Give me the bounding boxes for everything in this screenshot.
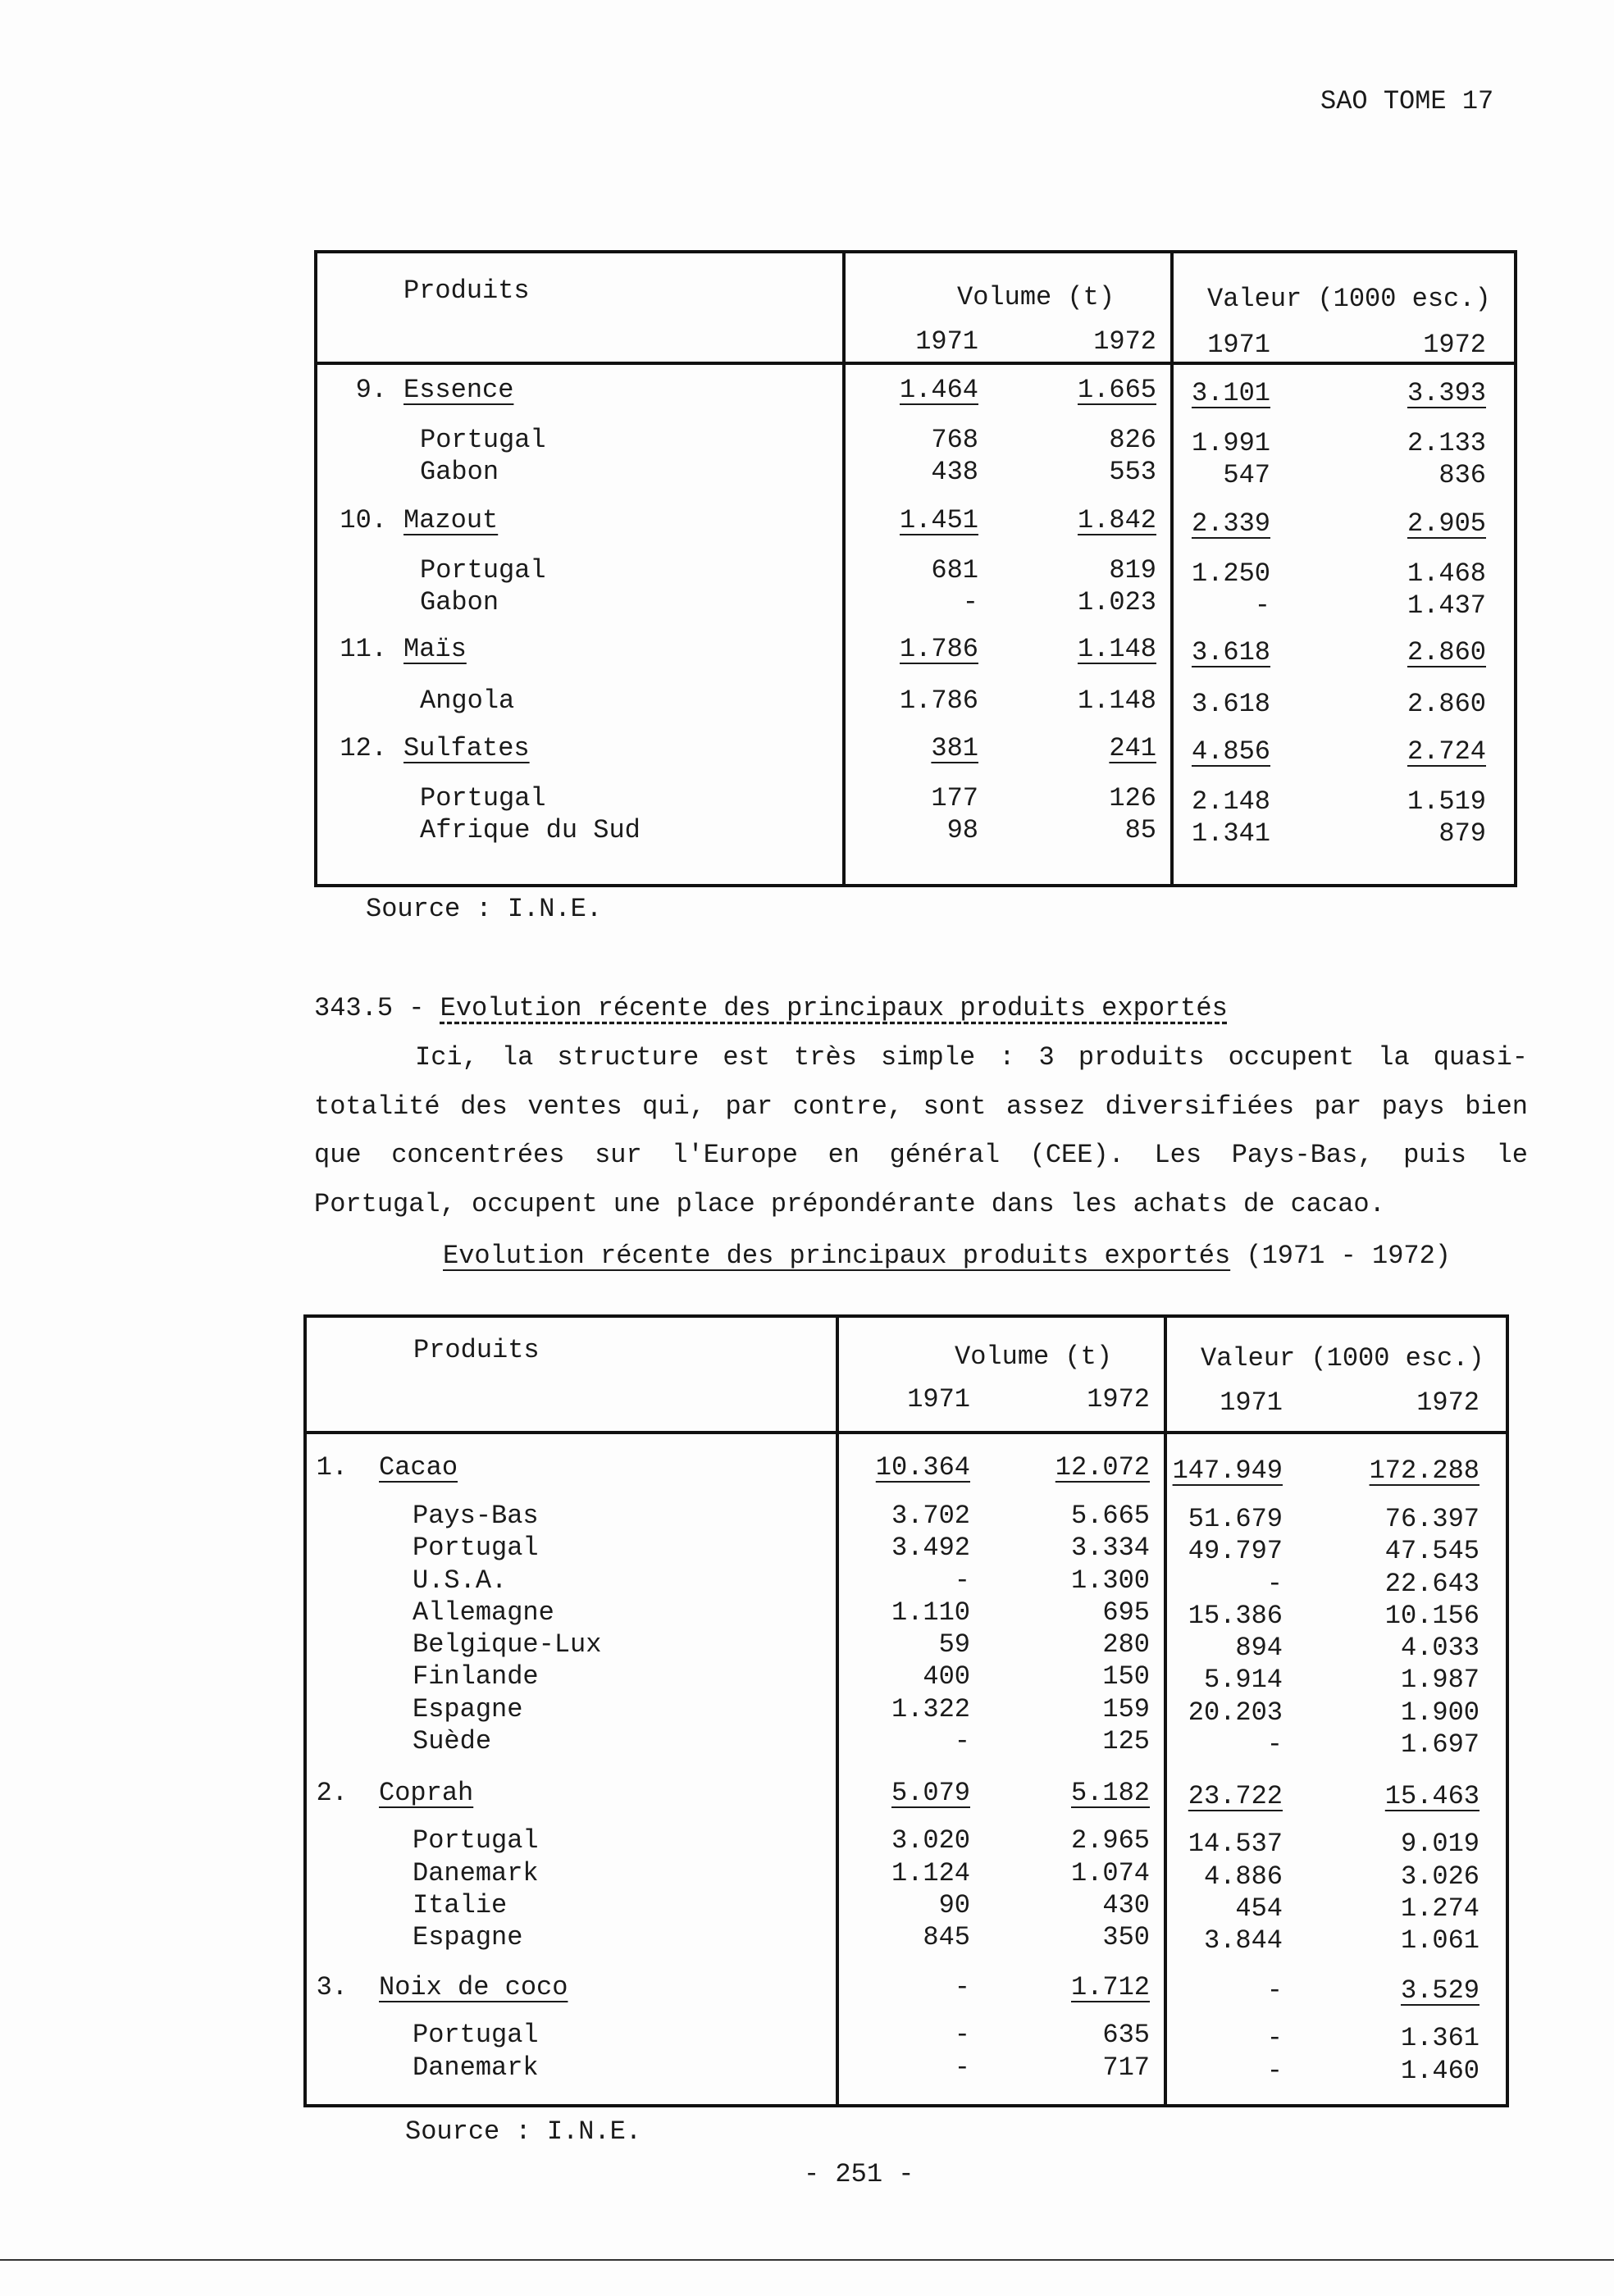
cell-v72: 350 [1102,1922,1150,1952]
cell-e71: 4.886 [1203,1861,1283,1892]
header-produits: Produits [404,276,530,306]
running-header: SAO TOME 17 [1320,86,1494,116]
row-number: 2. [316,1778,348,1808]
cell-e72: 2.724 [1407,736,1486,767]
table1-source: Source : I.N.E. [366,894,603,924]
cell-v71: - [954,1726,970,1756]
country-name: Gabon [420,587,499,617]
table-row [307,1597,1506,1631]
cell-e72: 172.288 [1369,1456,1480,1486]
cell-v71: 90 [938,1890,970,1920]
cell-v71: 1.322 [891,1694,970,1724]
cell-v72: 126 [1109,783,1156,813]
page-number: - 251 - [804,2159,914,2189]
header-divider [307,1431,1506,1434]
cell-v72: 2.965 [1070,1825,1150,1856]
exports-table [303,1314,1509,2107]
cell-e71: 51.679 [1188,1504,1283,1534]
row-number: 3. [316,1972,348,2002]
table-row [307,1825,1506,1859]
cell-e72: 1.061 [1400,1925,1480,1956]
table-row [307,1694,1506,1728]
cell-e72: 2.133 [1407,428,1486,458]
header-year: 1972 [1423,330,1486,360]
country-name: Espagne [413,1694,523,1724]
cell-v72: 1.023 [1077,587,1156,617]
cell-e72: 1.519 [1407,786,1486,817]
table-row [307,1890,1506,1924]
cell-v72: 1.842 [1077,505,1156,535]
cell-e71: 3.618 [1191,637,1270,667]
cell-v72: 241 [1109,733,1156,763]
cell-e72: 2.860 [1407,689,1486,719]
table-row [317,636,1514,666]
country-name: Finlande [413,1661,539,1692]
table2-source: Source : I.N.E. [405,2116,642,2147]
cell-v71: 1.786 [899,686,978,716]
country-name: Angola [420,686,515,716]
cell-v71: 3.702 [891,1501,970,1531]
cell-e72: 2.860 [1407,637,1486,667]
cell-v71: - [954,1972,970,2002]
cell-e72: 1.900 [1400,1697,1480,1728]
section-title: Evolution récente des principaux produits exportés [440,993,1228,1023]
cell-e72: 9.019 [1400,1829,1480,1859]
cell-e71: 454 [1235,1893,1283,1924]
country-name: Allemagne [413,1597,554,1628]
section-heading [314,995,1228,1022]
imports-table [314,250,1517,887]
cell-v72: 3.334 [1070,1533,1150,1563]
header-volume: Volume (t) [955,1342,1113,1372]
country-name: U.S.A. [413,1565,508,1596]
table-row [307,1858,1506,1892]
header-divider [317,362,1514,365]
cell-v71: 1.451 [899,505,978,535]
cell-v71: 177 [931,783,978,813]
product-name: Coprah [379,1778,474,1808]
cell-v72: 150 [1102,1661,1150,1692]
cell-e72: 76.397 [1384,1504,1480,1534]
cell-v72: 430 [1102,1890,1150,1920]
table-row [317,733,1514,767]
row-number: 1. [316,1452,348,1483]
country-name: Portugal [413,1533,539,1563]
cell-v71: 438 [931,457,978,487]
table-row [307,1922,1506,1956]
header-year: 1972 [1087,1384,1150,1414]
cell-e72: 1.361 [1400,2023,1480,2053]
header-year: 1971 [915,326,978,357]
cell-v71: 1.124 [891,1858,970,1888]
cell-e71: 147.949 [1172,1456,1283,1486]
cell-e71: 2.339 [1191,508,1270,539]
cell-v71: 845 [923,1922,970,1952]
cell-e72: 879 [1438,818,1486,849]
header-year: 1971 [1207,330,1270,360]
row-number: 12. [340,733,387,763]
table-row [307,1661,1506,1695]
cell-e71: 894 [1235,1633,1283,1663]
table-row [307,1565,1506,1599]
cell-v71: 768 [931,425,978,455]
cell-v71: 400 [923,1661,970,1692]
table-row [307,1780,1506,1810]
table2-caption [443,1243,1451,1269]
cell-v72: 1.074 [1070,1858,1150,1888]
cell-v72: 1.665 [1077,375,1156,405]
table-row [307,1629,1506,1663]
table2-period: (1971 - 1972) [1230,1241,1451,1271]
cell-v72: 553 [1109,457,1156,487]
cell-e71: 14.537 [1188,1829,1283,1859]
cell-e71: 3.101 [1191,378,1270,408]
cell-v71: 98 [946,815,978,845]
cell-v71: 10.364 [875,1452,970,1483]
cell-v72: 5.665 [1070,1501,1150,1531]
product-name: Cacao [379,1452,458,1483]
cell-v71: - [954,2020,970,2050]
cell-e71: 1.250 [1191,558,1270,589]
cell-e72: 15.463 [1384,1781,1480,1811]
cell-v71: - [954,2052,970,2083]
table-row [317,783,1514,817]
table-row [307,1535,1506,1565]
table-row [307,2052,1506,2086]
cell-e72: 836 [1438,460,1486,490]
product-name: Mazout [404,505,499,535]
table-row [317,505,1514,539]
country-name: Portugal [420,555,546,585]
country-name: Portugal [413,1825,539,1856]
country-name: Portugal [420,425,546,455]
table-row [317,587,1514,621]
country-name: Danemark [413,2052,539,2083]
country-name: Belgique-Lux [413,1629,602,1660]
table-row [317,815,1514,849]
cell-e71: 547 [1223,460,1270,490]
section-paragraph [314,1033,1528,1228]
cell-e72: 1.437 [1407,590,1486,621]
cell-v72: 695 [1102,1597,1150,1628]
cell-v71: 59 [938,1629,970,1660]
cell-e71: - [1266,2023,1283,2053]
cell-v72: 280 [1102,1629,1150,1660]
cell-e71: - [1266,2056,1283,2086]
cell-e72: 3.393 [1407,378,1486,408]
cell-v72: 1.148 [1077,634,1156,664]
country-name: Espagne [413,1922,523,1952]
product-name: Noix de coco [379,1972,568,2002]
header-year: 1972 [1416,1387,1480,1418]
header-volume: Volume (t) [957,282,1115,312]
country-name: Portugal [420,783,546,813]
cell-e71: - [1254,590,1270,621]
cell-e71: 3.618 [1191,689,1270,719]
cell-e71: 15.386 [1188,1601,1283,1631]
cell-v72: 635 [1102,2020,1150,2050]
row-number: 9. [355,375,387,405]
cell-e71: 5.914 [1203,1665,1283,1695]
table-row [317,377,1514,407]
cell-e71: 1.341 [1191,818,1270,849]
cell-v71: 681 [931,555,978,585]
table-row [307,2022,1506,2052]
cell-v72: 717 [1102,2052,1150,2083]
header-valeur: Valeur (1000 esc.) [1207,284,1491,314]
cell-v72: 12.072 [1055,1452,1150,1483]
cell-v72: 1.148 [1077,686,1156,716]
table-row [317,427,1514,457]
row-number: 11. [340,634,387,664]
cell-v72: 159 [1102,1694,1150,1724]
table-row [317,555,1514,589]
cell-v72: 819 [1109,555,1156,585]
table-row [317,688,1514,718]
cell-v71: 381 [931,733,978,763]
header-year: 1972 [1093,326,1156,357]
cell-e71: 2.148 [1191,786,1270,817]
header-valeur: Valeur (1000 esc.) [1201,1343,1484,1374]
bottom-rule [0,2259,1614,2261]
cell-e72: 4.033 [1400,1633,1480,1663]
cell-v72: 5.182 [1070,1778,1150,1808]
cell-e71: - [1266,1975,1283,2006]
cell-e72: 1.697 [1400,1729,1480,1760]
cell-e71: - [1266,1569,1283,1599]
cell-e72: 1.460 [1400,2056,1480,2086]
cell-e72: 47.545 [1384,1536,1480,1566]
cell-e72: 1.274 [1400,1893,1480,1924]
table2-title: Evolution récente des principaux produits exportés [443,1241,1231,1271]
product-name: Essence [404,375,514,405]
cell-e71: 1.991 [1191,428,1270,458]
country-name: Suède [413,1726,492,1756]
row-number: 10. [340,505,387,535]
cell-v72: 1.300 [1070,1565,1150,1596]
cell-v71: 1.786 [899,634,978,664]
cell-e71: 49.797 [1188,1536,1283,1566]
cell-e71: 23.722 [1188,1781,1283,1811]
cell-e72: 1.468 [1407,558,1486,589]
cell-e72: 1.987 [1400,1665,1480,1695]
cell-v71: 3.020 [891,1825,970,1856]
country-name: Pays-Bas [413,1501,539,1531]
paragraph-text: Ici, la structure est très simple : 3 produits occupent la quasi-totalité des ventes qui, par contre, sont assez diversifiées par pays bien que concentrées sur l'Europe en général (CEE). Les Pays-Bas, puis le Portugal, occupent une place prépondérante dans les achats de cacao. [314,1042,1528,1219]
cell-v71: 5.079 [891,1778,970,1808]
cell-e71: 4.856 [1191,736,1270,767]
cell-e72: 3.529 [1400,1975,1480,2006]
cell-e72: 10.156 [1384,1601,1480,1631]
country-name: Portugal [413,2020,539,2050]
table-row [307,1972,1506,2006]
country-name: Italie [413,1890,508,1920]
cell-e72: 22.643 [1384,1569,1480,1599]
cell-e71: - [1266,1729,1283,1760]
table-row [307,1726,1506,1760]
section-number: 343.5 - [314,993,440,1023]
cell-e72: 2.905 [1407,508,1486,539]
cell-v72: 826 [1109,425,1156,455]
header-produits: Produits [413,1335,540,1365]
cell-v71: 1.110 [891,1597,970,1628]
cell-v71: - [962,587,978,617]
cell-e71: 3.844 [1203,1925,1283,1956]
cell-v72: 125 [1102,1726,1150,1756]
cell-v72: 1.712 [1070,1972,1150,2002]
cell-e72: 3.026 [1400,1861,1480,1892]
product-name: Maïs [404,634,467,664]
cell-v71: - [954,1565,970,1596]
table-row [317,459,1514,489]
table-row [307,1503,1506,1533]
header-year: 1971 [907,1384,970,1414]
product-name: Sulfates [404,733,530,763]
country-name: Danemark [413,1858,539,1888]
header-year: 1971 [1220,1387,1283,1418]
cell-v71: 1.464 [899,375,978,405]
table-row [307,1452,1506,1486]
cell-e71: 20.203 [1188,1697,1283,1728]
country-name: Afrique du Sud [420,815,641,845]
cell-v72: 85 [1124,815,1156,845]
cell-v71: 3.492 [891,1533,970,1563]
country-name: Gabon [420,457,499,487]
